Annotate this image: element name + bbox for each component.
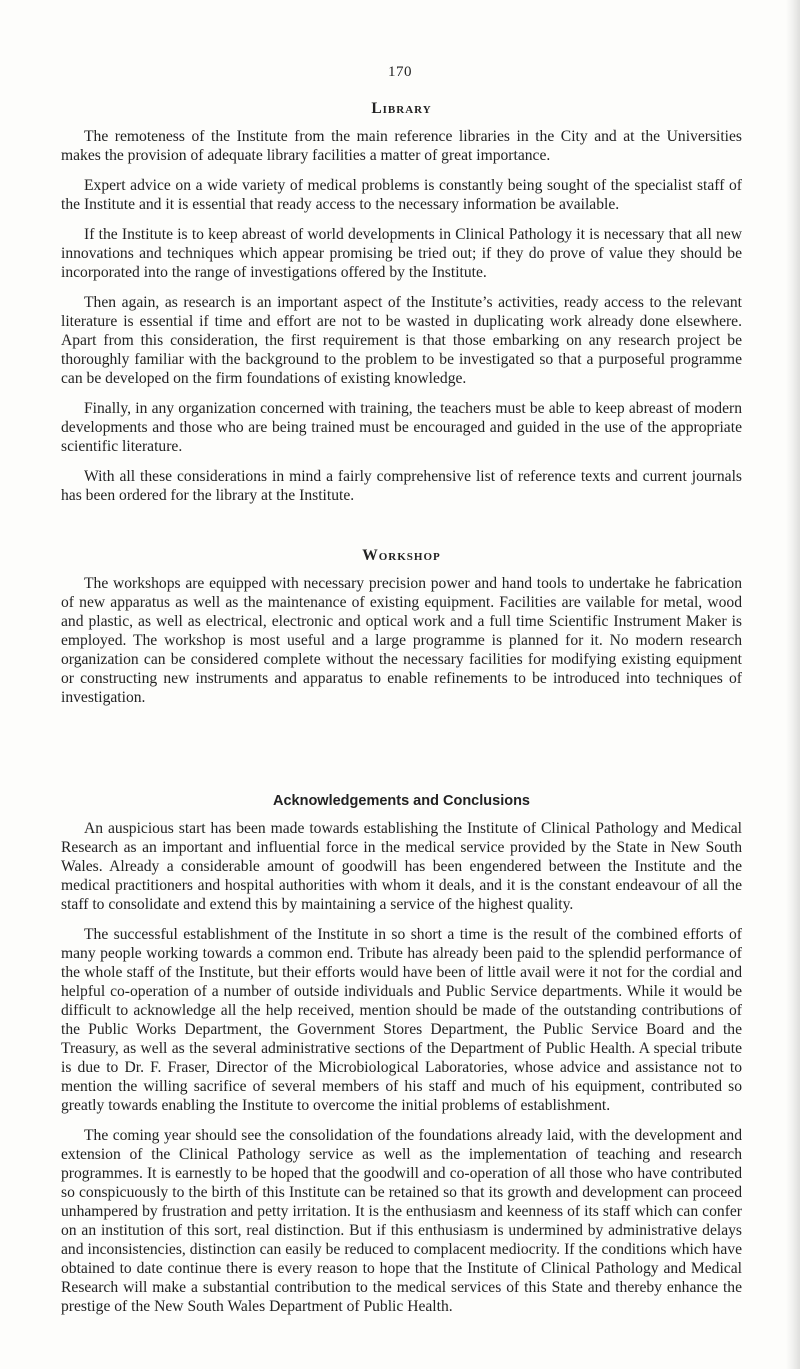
acknowledgements-paragraph-1: An auspicious start has been made towards establishing the Institute of Clinical Pathology and Medical Research as an important and influential force in the medical service provided by the State in New South Wales. Already a considerable amount of goodwill has been engendered between the Institute and the medical practitioners and hospital authorities with whom it deals, and it is the constant endeavour of all the staff to consolidate and extend this by maintaining a service of the highest quality. [61, 820, 742, 913]
page-edge-shadow [786, 0, 800, 1369]
library-paragraph-2: Expert advice on a wide variety of medical problems is constantly being sought of the specialist staff of the Institute and it is essential that ready access to the necessary information be available. [61, 177, 742, 213]
workshop-heading: Workshop [362, 547, 441, 564]
library-paragraph-3: If the Institute is to keep abreast of world developments in Clinical Pathology it is necessary that all new innovations and techniques which appear promising be tried out; if they do prove of value they should be incorporated into the range of investigations offered by the Institute. [61, 226, 742, 281]
library-paragraph-4: Then again, as research is an important aspect of the Institute’s activities, ready access to the relevant literature is essential if time and effort are not to be wasted in duplicating work already done elsewhere. Apart from this consideration, the first requirement is that those embarking on any research project be thoroughly familiar with the background to the problem to be investigated so that a purposeful programme can be developed on the firm foundations of existing knowledge. [61, 294, 742, 387]
acknowledgements-paragraph-3: The coming year should see the consolidation of the foundations already laid, with the development and extension of the Clinical Pathology service as well as the implementation of teaching and research programmes. It is earnestly to be hoped that the goodwill and co-operation of all those who have contributed so conspicuously to the birth of this Institute can be retained so that its growth and development can proceed unhampered by frustration and petty irritation. It is the enthusiasm and keenness of its staff which can confer on an institution of this sort, real distinction. But if this enthusiasm is undermined by administrative delays and inconsistencies, distinction can easily be reduced to complacent mediocrity. If the conditions which have obtained to date continue there is every reason to hope that the Institute of Clinical Pathology and Medical Research will make a substantial contribution to the medical services of this State and thereby enhance the prestige of the New South Wales Department of Public Health. [61, 1127, 742, 1315]
acknowledgements-heading: Acknowledgements and Conclusions [272, 793, 530, 809]
acknowledgements-paragraph-2: The successful establishment of the Institute in so short a time is the result of the combined efforts of many people working towards a common end. Tribute has already been paid to the splendid performance of the whole staff of the Institute, but their efforts would have been of little avail were it not for the cordial and helpful co-operation of a number of outside individuals and Public Service departments. While it would be difficult to acknowledge all the help received, mention should be made of the outstanding contributions of the Public Works Department, the Government Stores Department, the Public Service Board and the Treasury, as well as the several administrative sections of the Department of Public Health. A special tribute is due to Dr. F. Fraser, Director of the Microbiological Laboratories, whose advice and assistance not to mention the willing sacrifice of several members of his staff and much of his equipment, contributed so greatly towards enabling the Institute to overcome the initial problems of establishment. [61, 926, 742, 1114]
page-content [61, 100, 742, 1316]
library-paragraph-6: With all these considerations in mind a fairly comprehensive list of reference texts and current journals has been ordered for the library at the Institute. [61, 468, 742, 504]
library-paragraph-1: The remoteness of the Institute from the main reference libraries in the City and at the Universities makes the provision of adequate library facilities a matter of great importance. [61, 128, 742, 164]
library-heading: Library [371, 100, 432, 117]
workshop-paragraph-1: The workshops are equipped with necessary precision power and hand tools to undertake he fabrication of new apparatus as well as the maintenance of existing equipment. Facilities are vailable for metal, wood and plastic, as well as electrical, electronic and optical work and a full time Scientific Instrument Maker is employed. The workshop is most useful and a large programme is planned for it. No modern research organization can be considered complete without the necessary facilities for modifying existing equipment or constructing new instruments and apparatus to enable refinements to be introduced into techniques of investigation. [61, 575, 742, 706]
library-paragraph-5: Finally, in any organization concerned with training, the teachers must be able to keep abreast of modern developments and those who are being trained must be encouraged and guided in the use of the appropriate scientific literature. [61, 400, 742, 455]
page-number: 170 [388, 64, 412, 80]
